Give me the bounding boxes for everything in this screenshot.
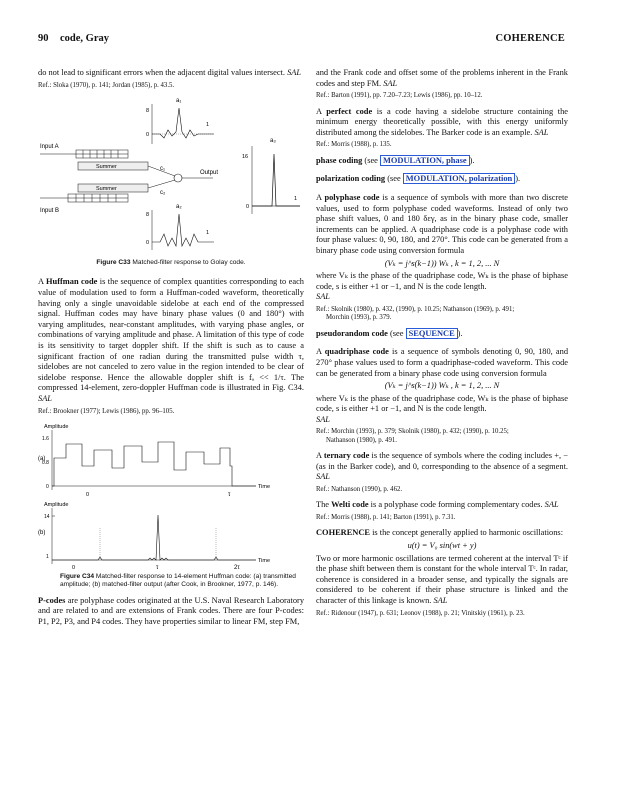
fig34-b-xtau: τ — [156, 564, 159, 570]
quadriphase-where: where Vₖ is the phase of the quadriphase code, Wₖ is the phase of biphase code, s is either +1 or −1, and N is the code length. — [316, 393, 568, 414]
right-column — [316, 68, 568, 624]
fig34-panel-a: (a) — [38, 455, 46, 462]
perfect-code-entry: A perfect code is a code having a sidelobe structure containing the minimum energy theoretically possible, with this energy uniformly distributed among the sidelobes. The Barker code is an example. SAL — [316, 106, 569, 137]
polyphase-code-entry: A polyphase code is a sequence of symbols with more than two discrete values, used to form polyphase coded waveforms. Instead of only two phase shift values, 0 and 180 δεγ, as in the binary phase code, smaller increments can be applied. A quadriphase code is a polyphase code with four phase values: 0, 90, 180, and 270°. This code can be generated from a binary phase code using conversion formula — [316, 192, 569, 255]
huffman-reference: Ref.: Brookner (1977); Lewis (1986), pp. 96–105. — [38, 407, 175, 415]
fig34-b-x0: 0 — [72, 564, 76, 570]
fig33-input-a-label: Input A — [40, 144, 59, 150]
continuation-reference: Ref.: Barton (1991), pp. 7.20–7.23; Lewis (1986), pp. 10–12. — [316, 92, 483, 100]
welti-code-entry: The Welti code is a polyphase code forming complementary codes. SAL — [316, 500, 559, 510]
fig33-a1-tick0: 0 — [146, 132, 150, 138]
phase-coding-entry: phase coding (see MODULATION, phase ). — [316, 155, 475, 165]
fig33-summer-2-label: Summer — [96, 186, 117, 192]
polyphase-reference-2: Morchin (1993), p. 379. — [326, 314, 392, 322]
quadriphase-reference-2: Nathanson (1980), p. 491. — [326, 436, 397, 444]
polyphase-reference-1: Ref.: Skolnik (1980), p. 432, (1990), p. 10.25; Nathanson (1969), p. 491; — [316, 305, 515, 313]
fig33-a3-tick1: 1 — [294, 196, 298, 202]
fig34-b-amp-label: Amplitude — [44, 501, 69, 508]
phase-coding-link[interactable]: MODULATION, phase — [380, 155, 470, 166]
fig33-output-label: Output — [200, 170, 219, 176]
fig34-panel-b: (b) — [38, 529, 46, 536]
fig33-a1-tick1: 1 — [206, 122, 210, 128]
polarization-coding-link[interactable]: MODULATION, polarization — [403, 173, 515, 184]
running-header — [38, 33, 565, 47]
huffman-term: Huffman code — [46, 277, 98, 287]
coherence-paragraph: Two or more harmonic oscillations are termed coherent at the interval Tᶜ if the phase shift between them is constant for the whole interval Tᶜ. In radar, coherence is considered in a broader sense, and typically the signals are considered to be coherent if their phase structure is linked and the character of this linkage is known. SAL — [316, 553, 568, 606]
fig33-wire-b — [148, 180, 175, 188]
pseudorandom-code-entry: pseudorandom code (see SEQUENCE ). — [316, 328, 463, 338]
fig33-a1-label: a₁ — [176, 98, 182, 104]
page-number: 90 — [38, 33, 49, 44]
polyphase-equation: (Vₖ = j^s(k−1)) Wₖ , k = 1, 2, ... N — [384, 258, 500, 268]
fig33-c2-label: c₂ — [160, 190, 166, 196]
left-column — [38, 68, 304, 628]
figure-c34 — [38, 422, 304, 570]
fig33-a1-trace — [152, 108, 214, 138]
fig34-a-tick08: 0.8 — [42, 459, 49, 466]
fig34-a-tick16: 1.6 — [42, 435, 49, 442]
fig33-a3-tick0: 0 — [246, 204, 250, 210]
polyphase-signature: SAL — [316, 292, 330, 302]
polyphase-where: where Vₖ is the phase of the quadriphase code, Wₖ is the phase of biphase code, s is either +1 or −1, and N is the code length. — [316, 271, 568, 291]
fig33-input-b-label: Input B — [40, 208, 60, 214]
pcodes-term: P-codes — [38, 595, 66, 605]
coherence-reference: Ref.: Ridenour (1947), p. 631; Leonov (1988), p. 21; Vinitskiy (1961), p. 23. — [316, 609, 525, 617]
ternary-code-entry: A ternary code is the sequence of symbols where the coding includes +, − (as in the Barker code), and 0, corresponding to the absence of a segment. SAL — [316, 451, 568, 482]
figure-c33 — [38, 96, 304, 256]
running-title: COHERENCE — [495, 33, 565, 44]
phase-coding-term: phase coding — [316, 155, 363, 165]
perfect-code-term: perfect code — [326, 106, 373, 116]
fig33-summer-1-label: Summer — [96, 164, 117, 170]
fig34-a-amp-label: Amplitude — [44, 423, 69, 430]
fig33-a2-tick0: 0 — [146, 240, 150, 246]
welti-code-reference: Ref.: Morris (1988), p. 141; Barton (1991), p. 7.31. — [316, 514, 456, 522]
pseudorandom-code-term: pseudorandom code — [316, 328, 388, 338]
fig33-a3-tick16: 16 — [242, 154, 249, 160]
fig33-a2-label: a₂ — [176, 204, 182, 210]
fig33-c1-label: c₁ — [160, 166, 166, 172]
pcodes-entry: P-codes are polyphase codes originated at the U.S. Naval Research Laboratory and are related to and are extensions of Frank codes. There are four P-codes: P1, P2, P3, and P4 codes. They have properties similar to linear FM, step FM, — [38, 595, 305, 626]
figure-c34-caption: Figure C34 Matched-filter response to 14-element Huffman code: (a) transmitted amplitude; (b) matched-filter output (after Cook, in Brookner, 1977, p. 146). — [60, 572, 296, 589]
fig33-summing-junction — [174, 174, 182, 182]
fig34-b-time-label: Time — [258, 557, 271, 564]
fig34-a-tick0: 0 — [46, 483, 49, 490]
fig33-a3-trace — [252, 154, 300, 206]
perfect-code-reference: Ref.: Morris (1988), p. 135. — [316, 141, 392, 149]
intro-paragraph: do not lead to significant errors when the adjacent digital values intersect. SAL — [38, 68, 302, 77]
quadriphase-code-entry: A quadriphase code is a sequence of symbols denoting 0, 90, 180, and 270° phase values used to form a quadriphase-coded waveform. This code can be generated from a binary phase code using conversion formula — [316, 347, 569, 378]
fig34-a-xtau: τ — [228, 491, 231, 498]
pseudorandom-code-link[interactable]: SEQUENCE — [406, 328, 458, 339]
fig33-a3-label: a₃ — [270, 138, 276, 144]
running-author: code, Gray — [60, 33, 109, 44]
coherence-equation: u(t) = V₀ sin(wt + y) — [407, 541, 477, 551]
fig34-b-trace — [52, 515, 256, 560]
intro-reference: Ref.: Sloka (1970), p. 141; Jordan (1985), p. 43.5. — [38, 81, 175, 89]
quadriphase-reference-1: Ref.: Morchin (1993), p. 379; Skolnik (1980), p. 432; (1990), p. 10.25; — [316, 428, 509, 436]
quadriphase-equation: (Vₖ = j^s(k−1)) Wₖ , k = 1, 2, ... N — [384, 381, 500, 391]
continuation-paragraph: and the Frank code and offset some of the problems inherent in the Frank codes and step FM. SAL — [316, 68, 568, 88]
quadriphase-code-term: quadriphase code — [324, 347, 389, 357]
ternary-code-reference: Ref.: Nathanson (1990), p. 462. — [316, 486, 403, 494]
fig33-a1-tick8: 8 — [146, 108, 150, 114]
fig34-b-tick1: 1 — [46, 553, 49, 560]
fig34-b-tick14: 14 — [44, 513, 50, 520]
fig34-a-time-label: Time — [258, 483, 271, 490]
quadriphase-signature: SAL — [316, 414, 330, 424]
coherence-term: COHERENCE — [316, 528, 370, 538]
welti-code-term: Welti code — [331, 500, 369, 510]
fig33-a2-tick8: 8 — [146, 212, 150, 218]
fig34-a-x0: 0 — [86, 491, 90, 498]
polyphase-code-term: polyphase code — [324, 192, 380, 202]
polarization-coding-entry: polarization coding (see MODULATION, polarization ). — [316, 174, 521, 184]
fig34-a-trace — [52, 442, 256, 486]
figure-c33-caption: Figure C33 Matched-filter response to Golay code. — [96, 259, 246, 266]
fig33-a2-tick1: 1 — [206, 230, 210, 236]
fig34-b-x2tau: 2τ — [234, 564, 240, 570]
huffman-entry: A Huffman code is the sequence of complex quantities corresponding to each value of modulation used to form a Huffman-coded waveform, theoretically having only a single unavoidable sidelobe at each end of the compressed signal. Huffman codes may have binary phase values (0 and 180°) with varying amplitudes, near-constant amplitudes, with varying phase angles, or combinations of varying amplitude and phase. A limitation of this type of code is its sensitivity to target doppler shift. If the shift is such as to cause a significant fraction of one radian during the transmitted pulse width τ, sidelobes are not canceled to zero value in the region intended to be clear of sidelobe response. Hence the allowable doppler shift is fₐ << 1/τ. The compressed 14-element, zero-doppler Huffman code is illustrated in Fig. C34. SAL — [38, 277, 304, 403]
ternary-code-term: ternary code — [323, 451, 370, 461]
polarization-coding-term: polarization coding — [316, 174, 386, 184]
coherence-entry: COHERENCE is the concept generally applied to harmonic oscillations: — [316, 528, 564, 538]
fig33-a2-trace — [152, 214, 214, 246]
